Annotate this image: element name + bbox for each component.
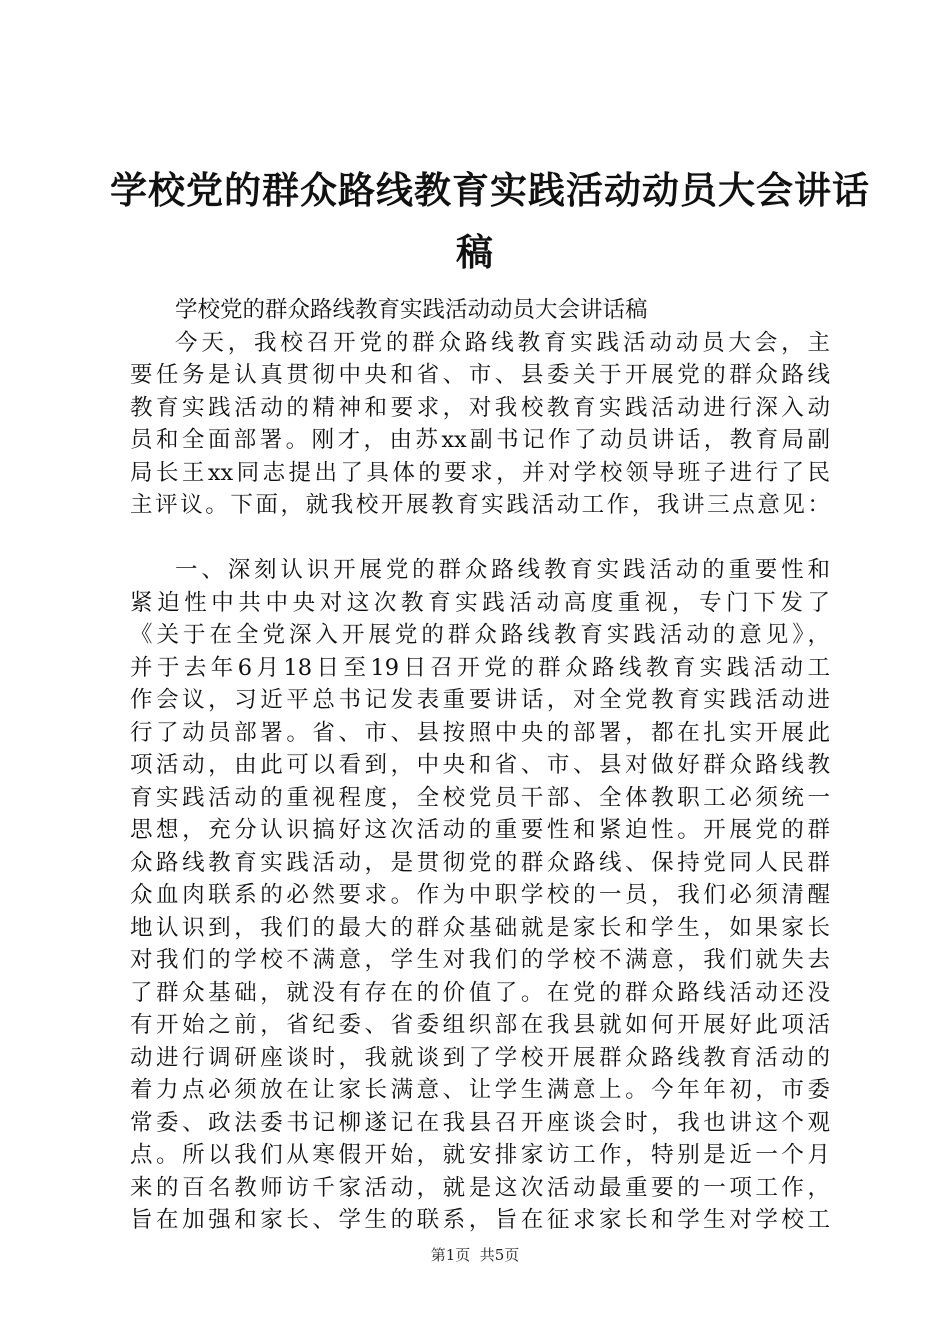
text-line: 教育实践活动的精神和要求，对我校教育实践活动进行深入动	[130, 394, 830, 421]
text-line: 育实践活动的重视程度，全校党员干部、全体教职工必须统一	[130, 784, 830, 811]
text-line: 今天，我校召开党的群众路线教育实践活动动员大会，主	[175, 329, 830, 356]
text-line: 学校党的群众路线教育实践活动动员大会讲话稿	[175, 297, 648, 323]
text-line: 众血肉联系的必然要求。作为中职学校的一员，我们必须清醒	[130, 882, 830, 908]
text-line: 动进行调研座谈时，我就谈到了学校开展群众路线教育活动的	[130, 1044, 830, 1071]
text-line: 点。所以我们从寒假开始，就安排家访工作，特别是近一个月	[130, 1142, 830, 1168]
text-line: 着力点必须放在让家长满意、让学生满意上。今年年初，市委	[130, 1077, 830, 1103]
text-line: 作会议，习近平总书记发表重要讲话，对全党教育实践活动进	[130, 687, 830, 713]
page-footer: 第1页 共5页	[430, 1246, 520, 1264]
document-title-line-1: 学校党的群众路线教育实践活动动员大会讲话	[110, 168, 870, 212]
text-line: 地认识到，我们的最大的群众基础就是家长和学生，如果家长	[130, 914, 830, 941]
text-line: 思想，充分认识搞好这次活动的重要性和紧迫性。开展党的群	[130, 817, 830, 843]
text-line: 来的百名教师访千家活动，就是这次活动最重要的一项工作，	[130, 1174, 830, 1201]
text-line: 并于去年6月18日至19日召开党的群众路线教育实践活动工	[130, 654, 830, 681]
blank-line	[130, 522, 830, 555]
text-line: 员和全面部署。刚才，由苏xx副书记作了动员讲话，教育局副	[130, 427, 830, 453]
text-line: 局长王xx同志提出了具体的要求，并对学校领导班子进行了民	[130, 459, 830, 486]
text-line: 众路线教育实践活动，是贯彻党的群众路线、保持党同人民群	[130, 849, 830, 876]
text-line: 要任务是认真贯彻中央和省、市、县委关于开展党的群众路线	[130, 362, 830, 388]
text-line: 行了动员部署。省、市、县按照中央的部署，都在扎实开展此	[130, 719, 830, 746]
document-title-line-2: 稿	[456, 230, 494, 274]
text-line: 常委、政法委书记柳遂记在我县召开座谈会时，我也讲这个观	[130, 1109, 830, 1136]
text-line: 有开始之前，省纪委、省委组织部在我县就如何开展好此项活	[130, 1012, 830, 1038]
text-line: 旨在加强和家长、学生的联系，旨在征求家长和学生对学校工	[130, 1207, 830, 1233]
text-line: 主评议。下面，就我校开展教育实践活动工作，我讲三点意见：	[130, 492, 830, 518]
text-line: 一、深刻认识开展党的群众路线教育实践活动的重要性和	[175, 557, 830, 583]
text-line: 项活动，由此可以看到，中央和省、市、县对做好群众路线教	[130, 752, 830, 778]
document-body	[130, 294, 830, 1237]
text-line: 《关于在全党深入开展党的群众路线教育实践活动的意见》，	[130, 622, 830, 648]
text-line: 了群众基础，就没有存在的价值了。在党的群众路线活动还没	[130, 979, 830, 1006]
text-line: 对我们的学校不满意，学生对我们的学校不满意，我们就失去	[130, 947, 830, 973]
text-line: 紧迫性中共中央对这次教育实践活动高度重视，专门下发了	[130, 589, 830, 616]
